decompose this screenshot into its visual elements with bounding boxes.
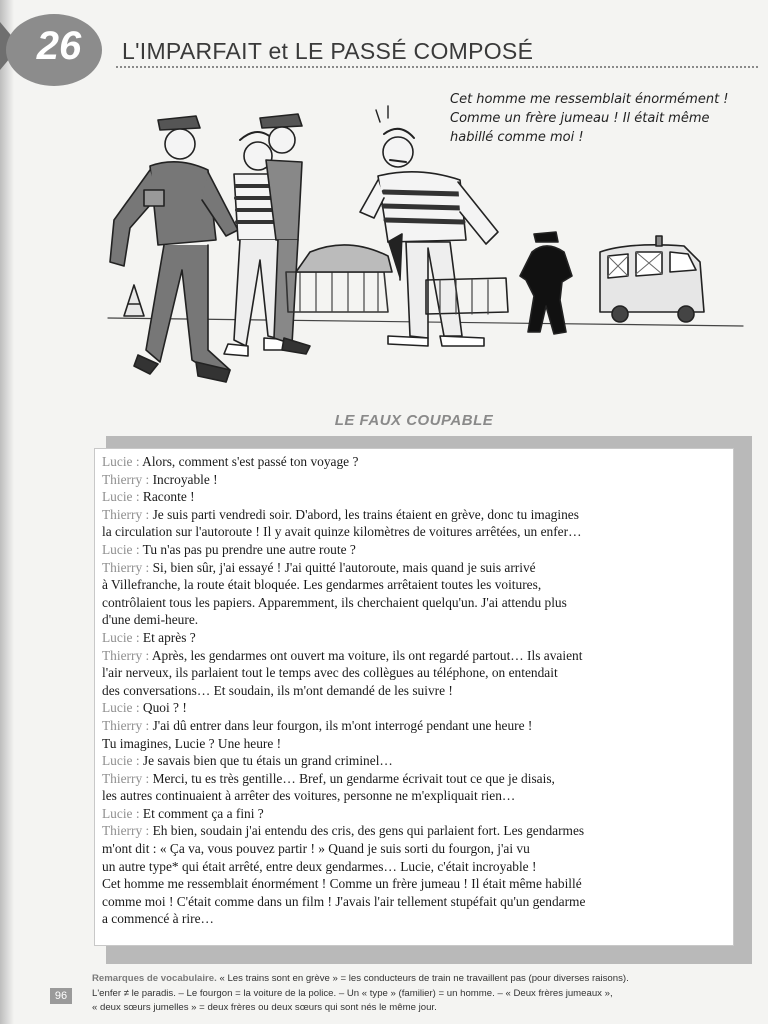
vocabulary-text: « Les trains sont en grève » = les conducteurs de train ne travaillent pas (pour diverses raisons). [216,973,629,984]
dialogue-text: Je savais bien que tu étais un grand criminel… [139,753,393,769]
dialogue-text: Si, bien sûr, j'ai essayé ! J'ai quitté l'autoroute, mais quand je suis arrivé [149,559,536,575]
dialogue-line [102,735,727,753]
vocabulary-line [92,972,756,987]
dialogue-line [102,576,727,594]
dialogue-line [102,664,727,682]
dialogue-line [102,471,727,489]
dialogue-line [102,682,727,700]
page-binding-shadow [0,0,14,1024]
dialogue-text: contrôlaient tous les papiers. Apparemment, ils cherchaient quelqu'un. J'ai attendu plus [102,594,567,610]
chapter-title: L'IMPARFAIT et LE PASSÉ COMPOSÉ [122,38,534,64]
dialogue-speaker: Thierry : [102,647,150,663]
dialogue-text: m'ont dit : « Ça va, vous pouvez partir ! » Quand je suis sorti du fourgon, j'ai vu [102,841,530,857]
dialogue-text: Et comment ça a fini ? [139,805,264,821]
dialogue-line [102,858,727,876]
dialogue-line [102,559,727,577]
dialogue-line [102,822,727,840]
road-barrier-left [286,245,392,312]
dialogue-text: la circulation sur l'autoroute ! Il y avait quinze kilomètres de voitures arrêtées, un enfer… [102,524,582,540]
traffic-cone-icon [124,285,144,316]
dialogue-text: Eh bien, soudain j'ai entendu des cris, des gens qui parlaient fort. Les gendarmes [149,823,585,839]
vocabulary-heading: Remarques de vocabulaire. [92,973,217,984]
dialogue-line [102,840,727,858]
dialogue-text: d'une demi-heure. [102,612,199,628]
dialogue-text: J'ai dû entrer dans leur fourgon, ils m'ont interrogé pendant une heure ! [149,717,533,733]
dialogue-speaker: Lucie : [102,629,140,645]
dialogue-text: comme moi ! C'était comme dans un film ! J'avais l'air tellement stupéfait qu'un gendarme [102,893,586,909]
dialogue-line [102,875,727,893]
police-van [600,236,704,322]
dialogue-speaker: Thierry : [102,717,150,733]
dialogue-text: des conversations… Et soudain, ils m'ont demandé de les suivre ! [102,682,453,698]
speech-bubble [450,90,755,147]
dialogue-line [102,541,727,559]
vocabulary-note [92,972,756,1016]
dialogue-speaker: Thierry : [102,770,150,786]
dialogue-text: a commencé à rire… [102,911,214,927]
vocabulary-line: L'enfer ≠ le paradis. – Le fourgon = la voiture de la police. – Un « type » (familier) = un homme. – « Deux frères jumeaux », [92,987,613,999]
dialogue-text: Raconte ! [139,489,195,505]
dialogue-text: Après, les gendarmes ont ouvert ma voiture, ils ont regardé partout… Ils avaient [149,647,583,663]
dialogue-line [102,752,727,770]
dialogue-line [102,805,727,823]
dialogue-text: Je suis parti vendredi soir. D'abord, les trains étaient en grève, donc tu imagines [149,506,579,522]
officer-silhouette [520,232,572,334]
dialogue-speaker: Thierry : [102,506,150,522]
gendarme-left-figure [110,116,238,382]
dialogue-line [102,699,727,717]
dialogue-speaker: Thierry : [102,559,150,575]
dialogue-line [102,893,727,911]
dialogue-text: l'air nerveux, ils parlaient tout le temps avec des collègues au téléphone, on entendait [102,665,558,681]
dialogue-speaker: Thierry : [102,823,150,839]
dialogue-text: Alors, comment s'est passé ton voyage ? [139,454,359,469]
dialogue-text: les autres continuaient à arrêter des voitures, personne ne m'expliquait rien… [102,788,516,804]
dialogue-text: Quoi ? ! [139,700,187,716]
dialogue-text: à Villefranche, la route était bloquée. Les gendarmes arrêtaient toutes les voitures, [102,577,542,593]
dialogue-line [102,910,727,928]
dialogue-line [102,523,727,541]
dialogue-text: Et après ? [139,629,196,645]
dialogue-speaker: Lucie : [102,541,140,557]
dialogue-line [102,717,727,735]
page-number: 96 [50,988,72,1004]
dialogue-text: Cet homme me ressemblait énormément ! Comme un frère jumeau ! Il était même habillé [102,876,582,892]
dialogue-text: un autre type* qui était arrêté, entre deux gendarmes… Lucie, c'était incroyable ! [102,858,537,874]
dialogue-text: Tu n'as pas pu prendre une autre route ? [139,541,356,557]
dialogue-line [102,787,727,805]
dialogue-line [102,647,727,665]
title-divider [116,66,758,68]
dialogue-text: Tu imagines, Lucie ? Une heure ! [102,735,282,751]
story-title: LE FAUX COUPABLE [334,412,494,429]
dialogue-speaker: Lucie : [102,489,140,505]
dialogue-speaker: Lucie : [102,454,140,469]
dialogue-text: Merci, tu es très gentille… Bref, un gendarme écrivait tout ce que je disais, [149,770,555,786]
dialogue-text: Incroyable ! [149,471,218,487]
speech-line: habillé comme moi ! [450,130,584,145]
speech-line: Cet homme me ressemblait énormément ! [450,92,729,107]
dialogue-line [102,611,727,629]
speech-line: Comme un frère jumeau ! Il était même [450,111,710,126]
dialogue-line [102,453,727,471]
dialogue-speaker: Thierry : [102,471,150,487]
dialogue-line [102,488,727,506]
dialogue-speaker: Lucie : [102,700,140,716]
dialogue-box [94,448,734,946]
dialogue-line [102,629,727,647]
dialogue-speaker: Lucie : [102,805,140,821]
vocabulary-line: « deux sœurs jumelles » = deux frères ou deux sœurs qui sont nés le même jour. [92,1002,437,1013]
dialogue-line [102,594,727,612]
dialogue-speaker: Lucie : [102,753,140,769]
chapter-number: 26 [36,24,82,68]
dialogue-line [102,506,727,524]
dialogue-line [102,770,727,788]
